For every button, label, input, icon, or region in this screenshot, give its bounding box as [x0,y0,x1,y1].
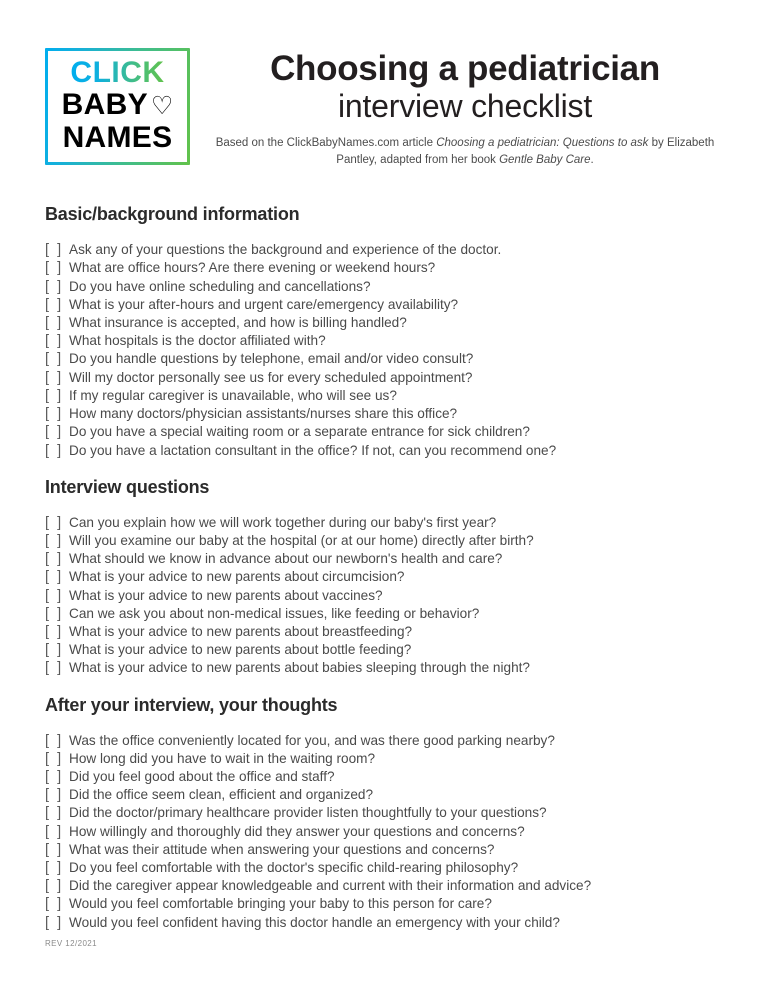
logo-text-names: NAMES [62,120,173,154]
checklist-item[interactable] [45,442,730,460]
checkbox-icon[interactable]: [ ] [45,623,62,640]
checklist-item-label: How willingly and thoroughly did they answer your questions and concerns? [69,823,525,839]
checkbox-icon[interactable]: [ ] [45,296,62,313]
checklist-item[interactable] [45,895,730,913]
checklist-item-label: What is your advice to new parents about breastfeeding? [69,623,413,639]
checklist-item-label: Can you explain how we will work together during our baby's first year? [69,514,497,530]
subtitle-book-title: Gentle Baby Care [499,153,591,166]
checklist-item-label: Will you examine our baby at the hospital (or at our home) directly after birth? [69,532,534,548]
checklist-item[interactable] [45,823,730,841]
checklist-item-label: Would you feel confident having this doctor handle an emergency with your child? [69,914,560,930]
checklist-item-label: What is your advice to new parents about vaccines? [69,587,383,603]
section-interview-questions [45,477,730,678]
checklist-item-label: Did the doctor/primary healthcare provider listen thoughtfully to your questions? [69,805,547,821]
checklist-item[interactable] [45,423,730,441]
checklist-item[interactable] [45,387,730,405]
checklist-item-label: Can we ask you about non-medical issues, like feeding or behavior? [69,605,480,621]
checklist-item-label: What is your advice to new parents about bottle feeding? [69,642,412,658]
checklist-basic-background-information [45,241,730,459]
clickbabynames-logo [45,48,190,165]
checkbox-icon[interactable]: [ ] [45,859,62,876]
checklist-item-label: Do you handle questions by telephone, email and/or video consult? [69,351,474,367]
checklist-item[interactable] [45,768,730,786]
checklist-item-label: Ask any of your questions the background and experience of the doctor. [69,242,502,258]
checklist-item[interactable] [45,532,730,550]
checklist-item-label: Do you have online scheduling and cancellations? [69,278,371,294]
checklist-item[interactable] [45,314,730,332]
checkbox-icon[interactable]: [ ] [45,333,62,350]
checklist-item[interactable] [45,241,730,259]
subtitle-part-3: . [590,153,594,166]
page-title-line-1: Choosing a pediatrician [270,49,660,88]
subtitle-article-title: Choosing a pediatrician: Questions to ask [436,136,649,149]
checkbox-icon[interactable]: [ ] [45,805,62,822]
checkbox-icon[interactable]: [ ] [45,878,62,895]
checkbox-icon[interactable]: [ ] [45,587,62,604]
checklist-item[interactable] [45,841,730,859]
section-heading: After your interview, your thoughts [45,694,338,715]
checklist-item[interactable] [45,278,730,296]
subtitle-part-1: Based on the ClickBabyNames.com article [215,136,437,149]
checklist-item[interactable] [45,877,730,895]
section-heading: Interview questions [45,476,210,497]
page-title-line-2: interview checklist [337,88,593,125]
checkbox-icon[interactable]: [ ] [45,569,62,586]
checklist-item[interactable] [45,369,730,387]
checkbox-icon[interactable]: [ ] [45,351,62,368]
checklist-item[interactable] [45,659,730,677]
checkbox-icon[interactable]: [ ] [45,642,62,659]
checkbox-icon[interactable]: [ ] [45,442,62,459]
checkbox-icon[interactable]: [ ] [45,406,62,423]
section-basic-background-information [45,204,730,459]
checklist-item[interactable] [45,914,730,932]
checklist-item-label: What are office hours? Are there evening or weekend hours? [69,260,436,276]
checklist-item-label: Do you have a special waiting room or a separate entrance for sick children? [69,424,530,440]
checkbox-icon[interactable]: [ ] [45,424,62,441]
checklist-item[interactable] [45,750,730,768]
checklist-item-label: Do you feel comfortable with the doctor's specific child-rearing philosophy? [69,859,519,875]
checkbox-icon[interactable]: [ ] [45,787,62,804]
checklist-item[interactable] [45,641,730,659]
checklist-item-label: Will my doctor personally see us for every scheduled appointment? [69,369,473,385]
checkbox-icon[interactable]: [ ] [45,242,62,259]
checklist-item-label: If my regular caregiver is unavailable, who will see us? [69,387,397,403]
checklist-item-label: What hospitals is the doctor affiliated with? [69,333,326,349]
checklist-interview-questions [45,514,730,678]
checkbox-icon[interactable]: [ ] [45,260,62,277]
checklist-item[interactable] [45,786,730,804]
checkbox-icon[interactable]: [ ] [45,532,62,549]
checklist-item-label: Did the office seem clean, efficient and organized? [69,787,374,803]
checklist-item-label: Did the caregiver appear knowledgeable and current with their information and advice? [69,878,592,894]
page-header [0,0,770,168]
checklist-item[interactable] [45,296,730,314]
checklist-item-label: How long did you have to wait in the waiting room? [69,750,376,766]
checkbox-icon[interactable]: [ ] [45,605,62,622]
checklist-item-label: Was the office conveniently located for you, and was there good parking nearby? [69,732,555,748]
checklist-item-label: How many doctors/physician assistants/nurses share this office? [69,406,458,422]
title-block [190,48,730,168]
checkbox-icon[interactable]: [ ] [45,841,62,858]
checklist-item[interactable] [45,587,730,605]
subtitle-part-2: by Elizabeth Pantley, adapted from her book [336,136,715,166]
checkbox-icon[interactable]: [ ] [45,896,62,913]
checklist-item[interactable] [45,859,730,877]
checklist-content [0,204,770,932]
logo-line-baby [62,89,174,121]
checklist-item[interactable] [45,259,730,277]
checklist-item-label: Do you have a lactation consultant in the office? If not, can you recommend one? [69,442,557,458]
page-subtitle [200,135,730,168]
checklist-item[interactable] [45,568,730,586]
checklist-item-label: What should we know in advance about our newborn's health and care? [69,551,503,567]
checkbox-icon[interactable]: [ ] [45,315,62,332]
checklist-item[interactable] [45,350,730,368]
checkbox-icon[interactable]: [ ] [45,750,62,767]
checkbox-icon[interactable]: [ ] [45,914,62,931]
checklist-item-label: What is your advice to new parents about babies sleeping through the night? [69,660,530,676]
checklist-item[interactable] [45,732,730,750]
logo-text-baby: BABY [61,88,148,122]
checklist-item-label: What was their attitude when answering your questions and concerns? [69,841,495,857]
section-heading: Basic/background information [45,204,300,225]
checklist-item-label: Did you feel good about the office and staff? [69,768,335,784]
heart-outline-icon: ♡ [150,91,174,120]
section-after-your-interview-your-thoughts [45,695,730,932]
checkbox-icon[interactable]: [ ] [45,732,62,749]
checklist-item[interactable] [45,623,730,641]
checkbox-icon[interactable]: [ ] [45,768,62,785]
checklist-item-label: What is your after-hours and urgent care/emergency availability? [69,296,459,312]
checkbox-icon[interactable]: [ ] [45,387,62,404]
checklist-item[interactable] [45,605,730,623]
checkbox-icon[interactable]: [ ] [45,660,62,677]
checklist-item-label: What insurance is accepted, and how is billing handled? [69,315,407,331]
checklist-item[interactable] [45,332,730,350]
checklist-item[interactable] [45,804,730,822]
checkbox-icon[interactable]: [ ] [45,823,62,840]
revision-footer: REV 12/2021 [45,939,97,948]
checkbox-icon[interactable]: [ ] [45,514,62,531]
checkbox-icon[interactable]: [ ] [45,369,62,386]
logo-text-click: CLICK [70,55,165,89]
checklist-item-label: Would you feel comfortable bringing your baby to this person for care? [69,896,492,912]
checklist-after-your-interview [45,732,730,932]
checklist-item[interactable] [45,514,730,532]
checklist-item-label: What is your advice to new parents about circumcision? [69,569,405,585]
checkbox-icon[interactable]: [ ] [45,551,62,568]
checklist-item[interactable] [45,550,730,568]
checklist-item[interactable] [45,405,730,423]
checkbox-icon[interactable]: [ ] [45,278,62,295]
